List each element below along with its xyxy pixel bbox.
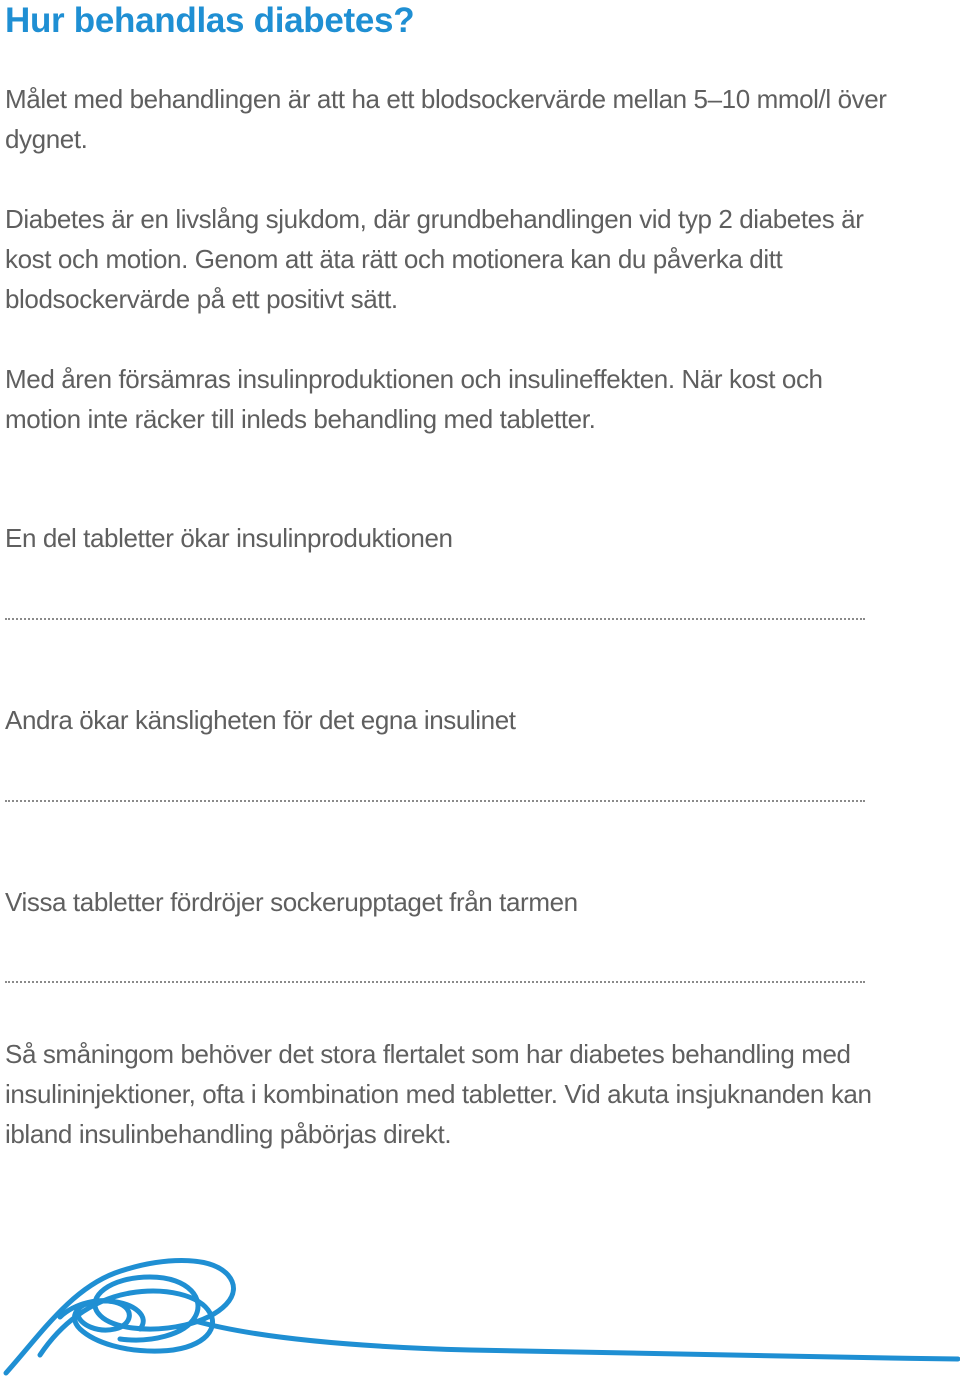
- paragraph-goal: Målet med behandlingen är att ha ett blodsockervärde mellan 5–10 mmol/l över dygnet.: [5, 84, 887, 154]
- dotted-answer-line-3: [5, 981, 865, 983]
- dotted-answer-line-2: [5, 800, 865, 802]
- scribble-logo-icon: [0, 1255, 960, 1379]
- paragraph-injections: Så småningom behöver det stora flertalet som har diabetes behandling med insulininjektioner, ofta i kombination med tabletter. Vid akuta insjuknanden kan ibland insulinbehandling påbörjas direkt.: [5, 1039, 872, 1149]
- paragraph-tablets-absorption: Vissa tabletter fördröjer sockerupptaget från tarmen: [5, 887, 578, 917]
- paragraph-tablets-sensitivity: Andra ökar känsligheten för det egna insulinet: [5, 705, 516, 735]
- dotted-answer-line-1: [5, 618, 865, 620]
- paragraph-tablets-insulin: En del tabletter ökar insulinproduktionen: [5, 523, 453, 553]
- page-title: Hur behandlas diabetes?: [5, 1, 415, 40]
- paragraph-lifestyle: Diabetes är en livslång sjukdom, där grundbehandlingen vid typ 2 diabetes är kost och motion. Genom att äta rätt och motionera kan du påverka ditt blodsockervärde på ett positivt sätt.: [5, 204, 864, 314]
- paragraph-years: Med åren försämras insulinproduktionen och insulineffekten. När kost och motion inte räcker till inleds behandling med tabletter.: [5, 364, 823, 434]
- scribble-tail-line: [195, 1321, 958, 1359]
